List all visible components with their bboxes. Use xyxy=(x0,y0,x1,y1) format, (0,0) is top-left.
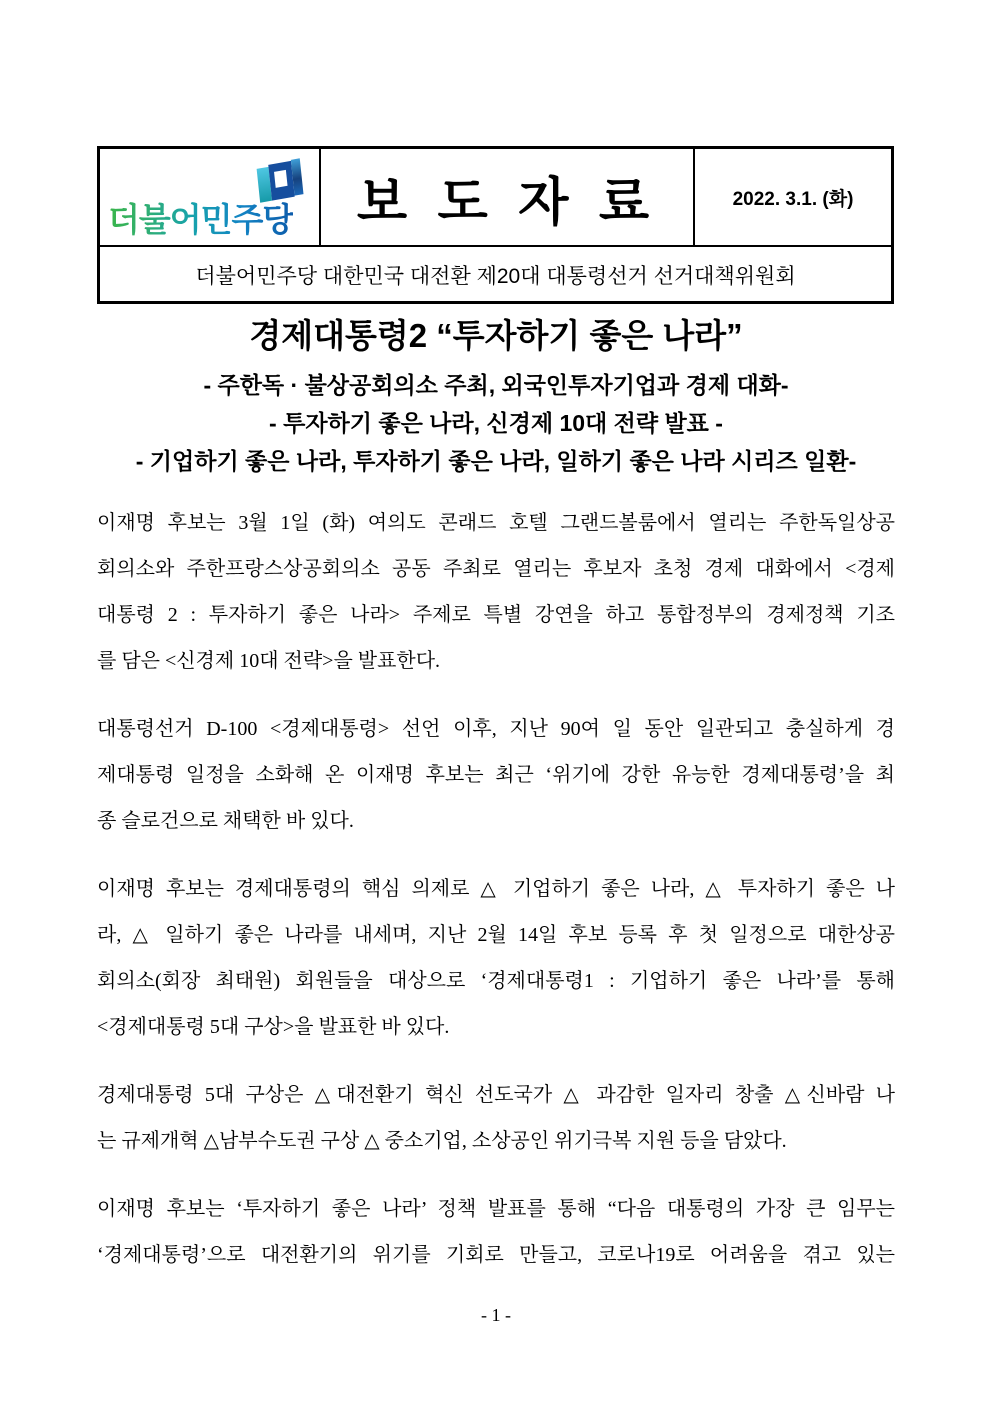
headline-subtitle-1: - 주한독 · 불상공회의소 주최, 외국인투자기업과 경제 대화- xyxy=(203,372,789,398)
headline-block xyxy=(0,314,992,480)
body-line: <경제대통령 5대 구상>을 발표한 바 있다. xyxy=(97,1016,450,1038)
body-line: 경제대통령 5대 구상은 △대전환기 혁신 선도국가 △ 과감한 일자리 창출 △신바람 나 xyxy=(97,1084,895,1106)
body-line: 대통령선거 D-100 <경제대통령> 선언 이후, 지난 90여 일 동안 일관되고 충실하게 경 xyxy=(97,718,895,740)
body-line: 는 규제개혁 △남부수도권 구상 △ 중소기업, 소상공인 위기극복 지원 등을 담았다. xyxy=(97,1130,787,1152)
headline-title: 경제대통령2 “투자하기 좋은 나라” xyxy=(249,317,743,354)
page-number: - 1 - xyxy=(481,1305,511,1325)
headline-subtitle-3: - 기업하기 좋은 나라, 투자하기 좋은 나라, 일하기 좋은 나라 시리즈 일환- xyxy=(135,448,857,474)
body-paragraph xyxy=(97,1072,895,1164)
body-line: 이재명 후보는 3월 1일 (화) 여의도 콘래드 호텔 그랜드볼룸에서 열리는 주한독일상공 xyxy=(97,512,895,534)
body-line: 종 슬로건으로 채택한 바 있다. xyxy=(97,810,354,832)
header-row-main xyxy=(100,149,891,245)
body-line: 를 담은 <신경제 10대 전략>을 발표한다. xyxy=(97,650,441,672)
body-paragraph xyxy=(97,1186,895,1278)
body-line: ‘경제대통령’으로 대전환기의 위기를 기회로 만들고, 코로나19로 어려움을 겪고 있는 xyxy=(97,1244,895,1266)
body-paragraphs xyxy=(97,500,895,1300)
committee-name: 더불어민주당 대한민국 대전환 제20대 대통령선거 선거대책위원회 xyxy=(100,245,891,302)
body-paragraph xyxy=(97,706,895,844)
body-line: 제대통령 일정을 소화해 온 이재명 후보는 최근 ‘위기에 강한 유능한 경제대통령’을 최 xyxy=(97,764,895,786)
body-line: 대통령 2 : 투자하기 좋은 나라> 주제로 특별 강연을 하고 통합정부의 경제정책 기조 xyxy=(97,604,895,626)
body-line: 회의소(회장 최태원) 회원들을 대상으로 ‘경제대통령1 : 기업하기 좋은 나라’를 통해 xyxy=(97,970,895,992)
body-line: 이재명 후보는 ‘투자하기 좋은 나라’ 정책 발표를 통해 “다음 대통령의 가장 큰 임무는 xyxy=(97,1198,895,1220)
headline-subtitle-2: - 투자하기 좋은 나라, 신경제 10대 전략 발표 - xyxy=(269,410,723,436)
body-paragraph xyxy=(97,500,895,684)
body-line: 라, △ 일하기 좋은 나라를 내세며, 지난 2월 14일 후보 등록 후 첫 일정으로 대한상공 xyxy=(97,924,895,946)
party-logo xyxy=(100,149,321,245)
document-date: 2022. 3.1. (화) xyxy=(732,188,854,210)
body-line: 회의소와 주한프랑스상공회의소 공동 주최로 열리는 후보자 초청 경제 대화에서 <경제 xyxy=(97,558,895,580)
body-paragraph xyxy=(97,866,895,1050)
body-line: 이재명 후보는 경제대통령의 핵심 의제로 △ 기업하기 좋은 나라, △ 투자하기 좋은 나 xyxy=(97,878,895,900)
header-table xyxy=(97,146,894,304)
document-type-title: 보 도 자 료 xyxy=(321,149,695,245)
party-name-wordmark: 더불어민주당 xyxy=(108,194,293,241)
